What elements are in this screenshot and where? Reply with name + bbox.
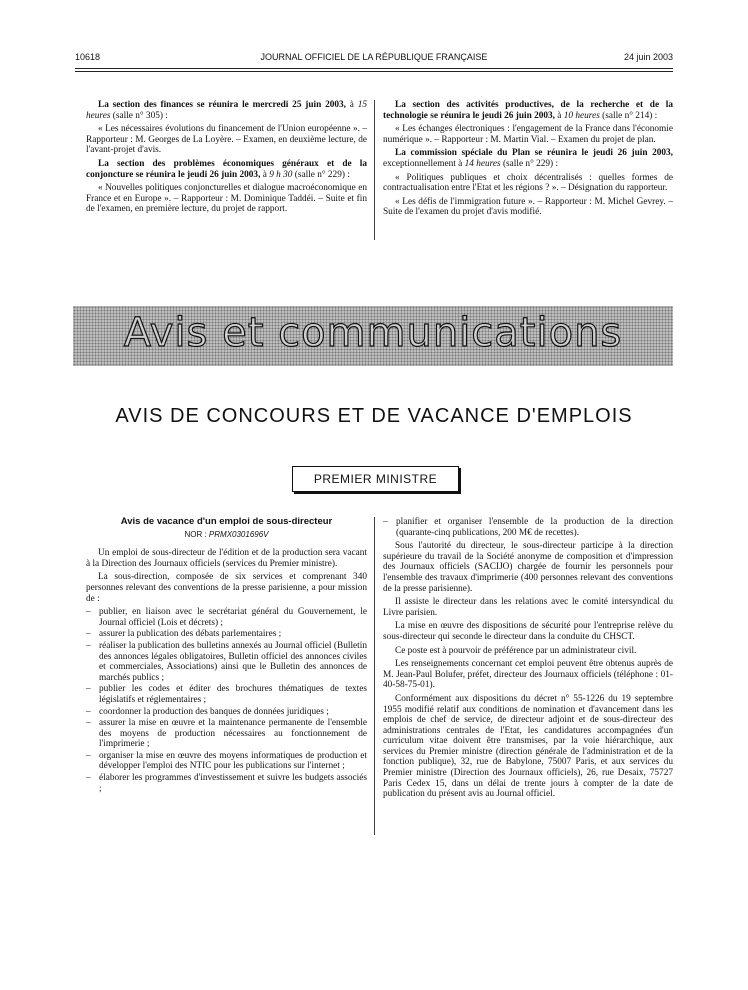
top-right-column (383, 100, 673, 221)
section-title: AVIS DE CONCOURS ET DE VACANCE D'EMPLOIS (115, 405, 633, 427)
session-finances-topic: « Les nécessaires évolutions du financement de l'Union européenne ». – Rapporteur : M. Georges de La Loyère. – Examen, en deuxième lecture, de l'avant-projet d'avis. (86, 124, 367, 156)
page-number: 10618 (75, 52, 101, 62)
mission-list-continued (383, 517, 673, 538)
mission-list (86, 607, 367, 794)
journal-title: JOURNAL OFFICIEL DE LA RÉPUBLIQUE FRANÇAISE (260, 52, 488, 62)
paragraph-decree: Conformément aux dispositions du décret n° 55-1226 du 19 septembre 1955 modifié relatif aux conditions de nomination et d'avancement dans les emplois de chef de service, de directeur adjoint et de sous-directeur des administrations centrales de l'Etat, les candidatures accompagnées d'un curriculum vitae doivent être transmises, par la voie hiérarchique, aux services du Premier ministre (direction générale de l'administration et de la fonction publique), 32, rue de Babylone, 75007 Paris, et aux services du Premier ministre (Direction des Journaux officiels), 26, rue Desaix, 75727 Paris Cedex 15, dans un délai de trente jours à compter de la date de publication du présent avis au Journal officiel. (383, 693, 673, 800)
paragraph-info: Les renseignements concernant cet emploi peuvent être obtenus auprès de M. Jean-Paul Bolufer, préfet, directeur des Journaux officiels (téléphone : 01-40-58-75-01). (383, 659, 673, 691)
mission-intro: La sous-direction, composée de six services et comprenant 340 personnes relevant des conventions de la presse parisienne, a pour mission de : (86, 572, 367, 604)
avis-banner (73, 306, 673, 366)
article-title: Avis de vacance d'un emploi de sous-directeur (120, 516, 333, 527)
list-item: – publier les codes et éditer des brochures thématiques de textes législatifs et réglementaires ; (86, 684, 367, 705)
paragraph-security: La mise en œuvre des dispositions de sécurité pour l'entreprise relève du sous-directeur qui seconde le directeur dans la conduite du CHSCT. (383, 621, 673, 642)
paragraph-post: Ce poste est à pourvoir de préférence par un administrateur civil. (395, 645, 637, 656)
column-divider-bottom (374, 517, 375, 835)
column-divider-top (374, 100, 375, 240)
top-left-column (86, 100, 367, 218)
nor-reference: NOR : PRMX0301696V (184, 529, 269, 539)
list-item: – publier, en liaison avec le secrétariat général du Gouvernement, le Journal officiel (Lois et décrets) ; (86, 607, 367, 628)
paragraph-authority: Sous l'autorité du directeur, le sous-directeur participe à la direction supérieure du travail de la Société anonyme de composition et d'impression des Journaux officiels (SACIJO) chargée de fournir les personnels pour l'ensemble des travaux d'imprimerie (400 personnes relevant des conventions de la presse parisienne). (383, 541, 673, 594)
session-plan-topic-2: « Les défis de l'immigration future ». – Rapporteur : M. Michel Gevrey. – Suite de l'examen du projet d'avis modifié. (383, 196, 673, 218)
list-item: – assurer la mise en œuvre et la maintenance permanente de l'ensemble des moyens de production nécessaires au fonctionnement de l'imprimerie ; (86, 718, 367, 750)
session-economie: La section des problèmes économiques généraux et de la conjoncture se réunira le jeudi 26 juin 2003, à 9 h 30 (salle n° 229) : (86, 158, 367, 180)
article-intro: Un emploi de sous-directeur de l'édition et de la production sera vacant à la Direction des Journaux officiels (services du Premier ministre). (86, 548, 367, 569)
article-left-column (86, 517, 367, 797)
header-divider (75, 68, 673, 69)
list-item: – coordonner la production des banques de données juridiques ; (86, 707, 367, 718)
session-activites-topic: « Les échanges électroniques : l'engagement de la France dans l'économie numérique ». – Rapporteur : M. Martin Vial. – Examen du projet de plan. (383, 124, 673, 145)
publication-date: 24 juin 2003 (623, 52, 673, 62)
session-finances: La section des finances se réunira le mercredi 25 juin 2003, à 15 heures (salle n° 305) : (86, 100, 367, 121)
banner-title: Avis et communications (123, 310, 623, 356)
list-item: – assurer la publication des débats parlementaires ; (86, 629, 367, 640)
article-right-column (383, 517, 673, 803)
list-item: – planifier et organiser l'ensemble de la production de la direction (quarante-cinq publications, 200 M€ de recettes). (383, 517, 673, 538)
session-economie-topic: « Nouvelles politiques conjoncturelles et dialogue macroéconomique en France et en Europe ». – Rapporteur : M. Dominique Taddéi. – Suite et fin de l'examen, en première lecture, du projet de rapport. (86, 183, 367, 215)
ministry-box: PREMIER MINISTRE (292, 466, 459, 492)
list-item: – élaborer les programmes d'investissement et suivre les budgets associés ; (86, 773, 367, 794)
session-activites: La section des activités productives, de la recherche et de la technologie se réunira le jeudi 26 juin 2003, à 10 heures (salle n° 214) : (383, 100, 673, 121)
list-item: – réaliser la publication des bulletins annexés au Journal officiel (Bulletin des annonces légales obligatoires, Bulletin officiel des annonces civiles et commerciales, Associations) ainsi que le Bulletin des annonces de marchés publics ; (86, 641, 367, 683)
session-plan: La commission spéciale du Plan se réunira le jeudi 26 juin 2003, exceptionnellement à 14 heures (salle n° 229) : (383, 148, 673, 169)
session-plan-topic-1: « Politiques publiques et choix décentralisés : quelles formes de contractualisation entre l'Etat et les régions ? ». – Désignation du rapporteur. (383, 172, 673, 194)
list-item: – organiser la mise en œuvre des moyens informatiques de production et développer l'emploi des NTIC pour les publications sur l'internet ; (86, 751, 367, 772)
header-divider-2 (75, 71, 673, 72)
page-header (75, 52, 673, 66)
paragraph-assist: Il assiste le directeur dans les relations avec le comité intersyndical du Livre parisien. (383, 597, 673, 618)
